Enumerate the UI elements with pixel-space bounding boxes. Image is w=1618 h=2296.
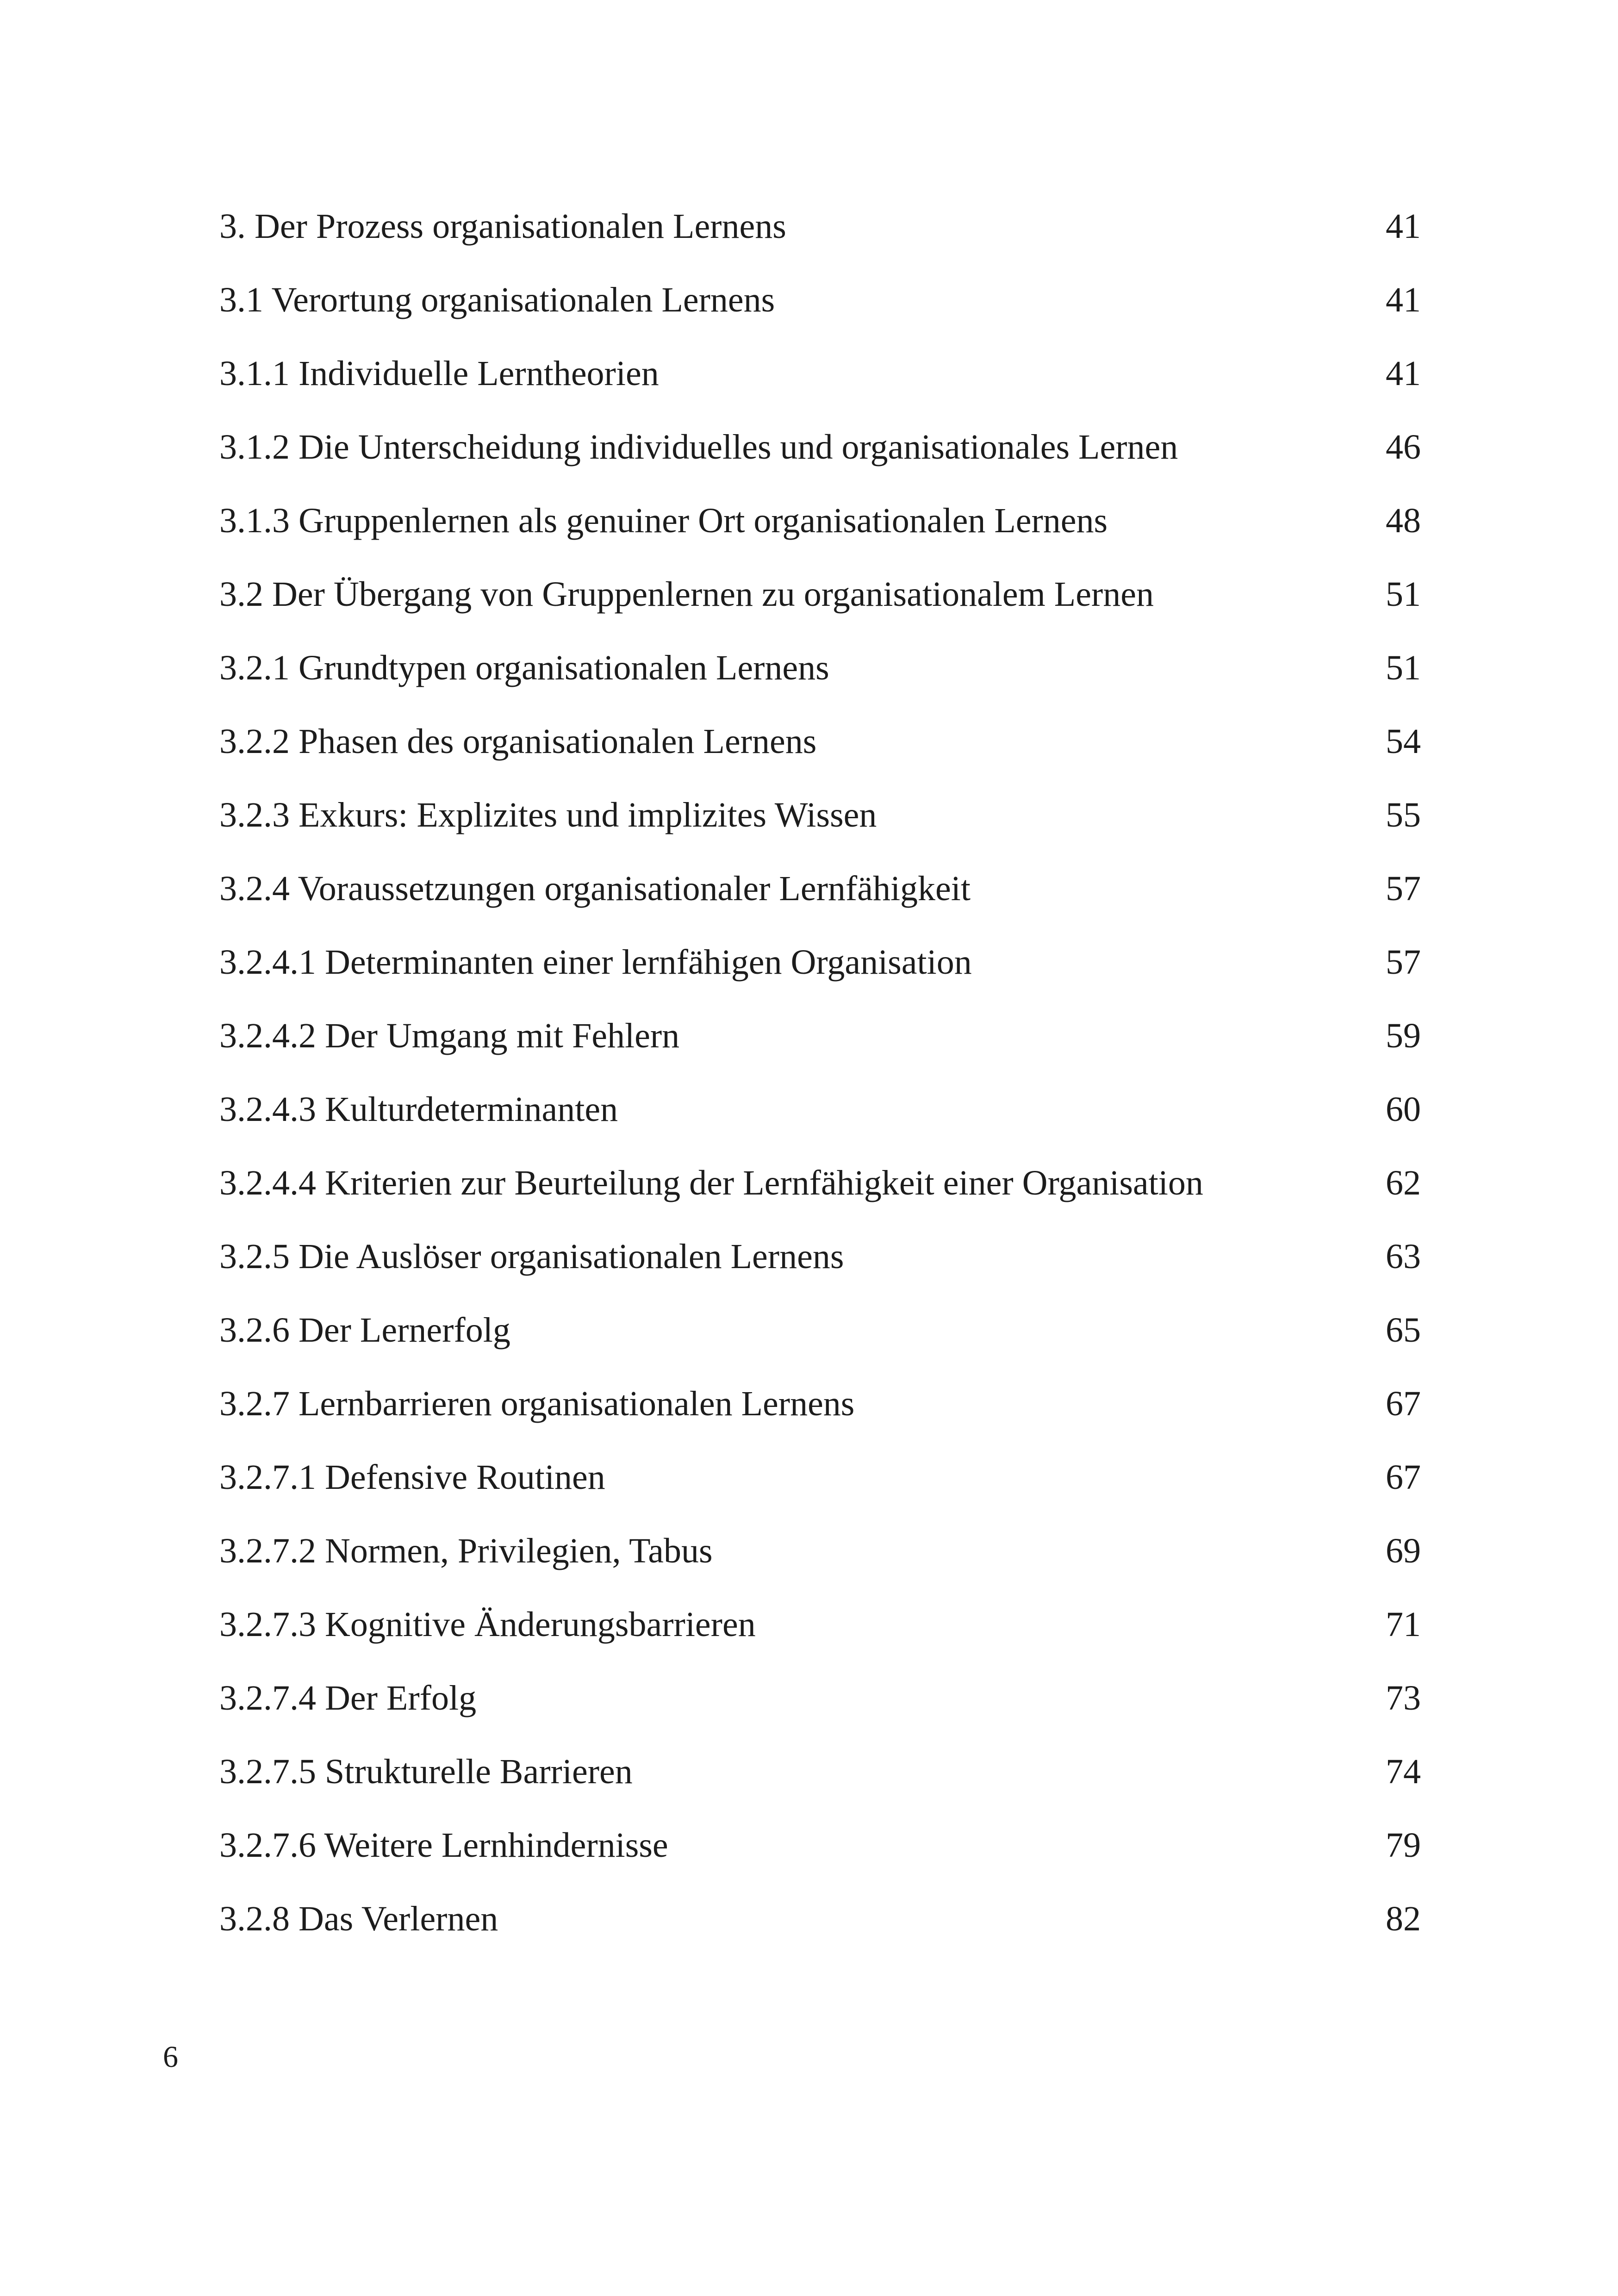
toc-entry-title: 3.1.2 Die Unterscheidung individuelles und organisationales Lernen <box>219 428 1178 467</box>
toc-entry-page: 71 <box>1386 1605 1421 1644</box>
toc-entry-title: 3.2.8 Das Verlernen <box>219 1899 498 1938</box>
toc-entry <box>219 1809 1441 1882</box>
toc-entry-title: 3.2.7.5 Strukturelle Barrieren <box>219 1752 633 1791</box>
toc-entry <box>219 1073 1441 1146</box>
toc-entry-title: 3.2.4 Voraussetzungen organisationaler Lernfähigkeit <box>219 869 971 908</box>
toc-entry-page: 65 <box>1386 1311 1421 1350</box>
toc-entry-title: 3.2 Der Übergang von Gruppenlernen zu organisationalem Lernen <box>219 575 1154 614</box>
toc-entry-page: 54 <box>1386 722 1421 761</box>
toc-entry-page: 79 <box>1386 1826 1421 1865</box>
toc-entry <box>219 1514 1441 1588</box>
toc-entry <box>219 1367 1441 1441</box>
toc-entry-page: 41 <box>1386 280 1421 319</box>
toc-entry-page: 73 <box>1386 1679 1421 1717</box>
toc-entry-title: 3.2.7.2 Normen, Privilegien, Tabus <box>219 1531 713 1570</box>
toc-entry-title: 3.2.1 Grundtypen organisationalen Lernens <box>219 648 829 687</box>
toc-entry <box>219 1588 1441 1661</box>
toc-entry-page: 57 <box>1386 943 1421 982</box>
toc-entry <box>219 558 1441 631</box>
toc-entry-page: 59 <box>1386 1016 1421 1055</box>
toc-entry <box>219 1220 1441 1294</box>
toc-entry-title: 3.2.5 Die Auslöser organisationalen Lernens <box>219 1237 844 1276</box>
toc-entry-title: 3.2.7 Lernbarrieren organisationalen Lernens <box>219 1384 855 1423</box>
toc-entry-page: 69 <box>1386 1531 1421 1570</box>
toc-entry <box>219 263 1441 337</box>
page-number: 6 <box>163 2040 178 2074</box>
toc-entry-title: 3.2.4.1 Determinanten einer lernfähigen Organisation <box>219 943 972 982</box>
toc-entry <box>219 631 1441 705</box>
table-of-contents <box>219 190 1441 1956</box>
toc-entry <box>219 1441 1441 1514</box>
toc-entry-title: 3.2.4.3 Kulturdeterminanten <box>219 1090 618 1129</box>
toc-entry-page: 51 <box>1386 648 1421 687</box>
toc-entry-title: 3.1 Verortung organisationalen Lernens <box>219 280 775 319</box>
toc-entry <box>219 484 1441 558</box>
toc-entry <box>219 337 1441 411</box>
toc-entry <box>219 852 1441 926</box>
toc-entry <box>219 778 1441 852</box>
toc-entry <box>219 1146 1441 1220</box>
toc-entry-title: 3.2.3 Exkurs: Explizites und implizites Wissen <box>219 796 877 834</box>
toc-entry-page: 60 <box>1386 1090 1421 1129</box>
toc-entry-page: 67 <box>1386 1384 1421 1423</box>
toc-entry-page: 82 <box>1386 1899 1421 1938</box>
toc-entry-title: 3.1.1 Individuelle Lerntheorien <box>219 354 659 393</box>
toc-entry-title: 3.2.7.3 Kognitive Änderungsbarrieren <box>219 1605 756 1644</box>
toc-entry <box>219 1294 1441 1367</box>
toc-entry-page: 74 <box>1386 1752 1421 1791</box>
toc-entry <box>219 999 1441 1073</box>
toc-entry <box>219 190 1441 263</box>
toc-entry <box>219 1882 1441 1956</box>
toc-entry-page: 41 <box>1386 354 1421 393</box>
toc-entry <box>219 1661 1441 1735</box>
toc-entry-page: 62 <box>1386 1164 1421 1202</box>
toc-entry-title: 3. Der Prozess organisationalen Lernens <box>219 207 786 246</box>
toc-entry-title: 3.2.7.4 Der Erfolg <box>219 1679 477 1717</box>
toc-entry-title: 3.2.4.4 Kriterien zur Beurteilung der Lernfähigkeit einer Organisation <box>219 1164 1203 1202</box>
toc-entry-page: 63 <box>1386 1237 1421 1276</box>
toc-entry-title: 3.2.4.2 Der Umgang mit Fehlern <box>219 1016 680 1055</box>
toc-entry <box>219 926 1441 999</box>
toc-entry-page: 51 <box>1386 575 1421 614</box>
toc-entry-title: 3.2.7.1 Defensive Routinen <box>219 1458 605 1497</box>
toc-entry-title: 3.1.3 Gruppenlernen als genuiner Ort organisationalen Lernens <box>219 501 1108 540</box>
toc-entry <box>219 1735 1441 1809</box>
toc-entry <box>219 705 1441 778</box>
toc-entry-page: 41 <box>1386 207 1421 246</box>
toc-entry-title: 3.2.2 Phasen des organisationalen Lernens <box>219 722 817 761</box>
toc-entry-title: 3.2.7.6 Weitere Lernhindernisse <box>219 1826 668 1865</box>
toc-entry-page: 67 <box>1386 1458 1421 1497</box>
toc-entry-page: 55 <box>1386 796 1421 834</box>
toc-entry-page: 46 <box>1386 428 1421 467</box>
toc-entry-page: 57 <box>1386 869 1421 908</box>
toc-entry-page: 48 <box>1386 501 1421 540</box>
toc-entry <box>219 411 1441 484</box>
toc-entry-title: 3.2.6 Der Lernerfolg <box>219 1311 510 1350</box>
